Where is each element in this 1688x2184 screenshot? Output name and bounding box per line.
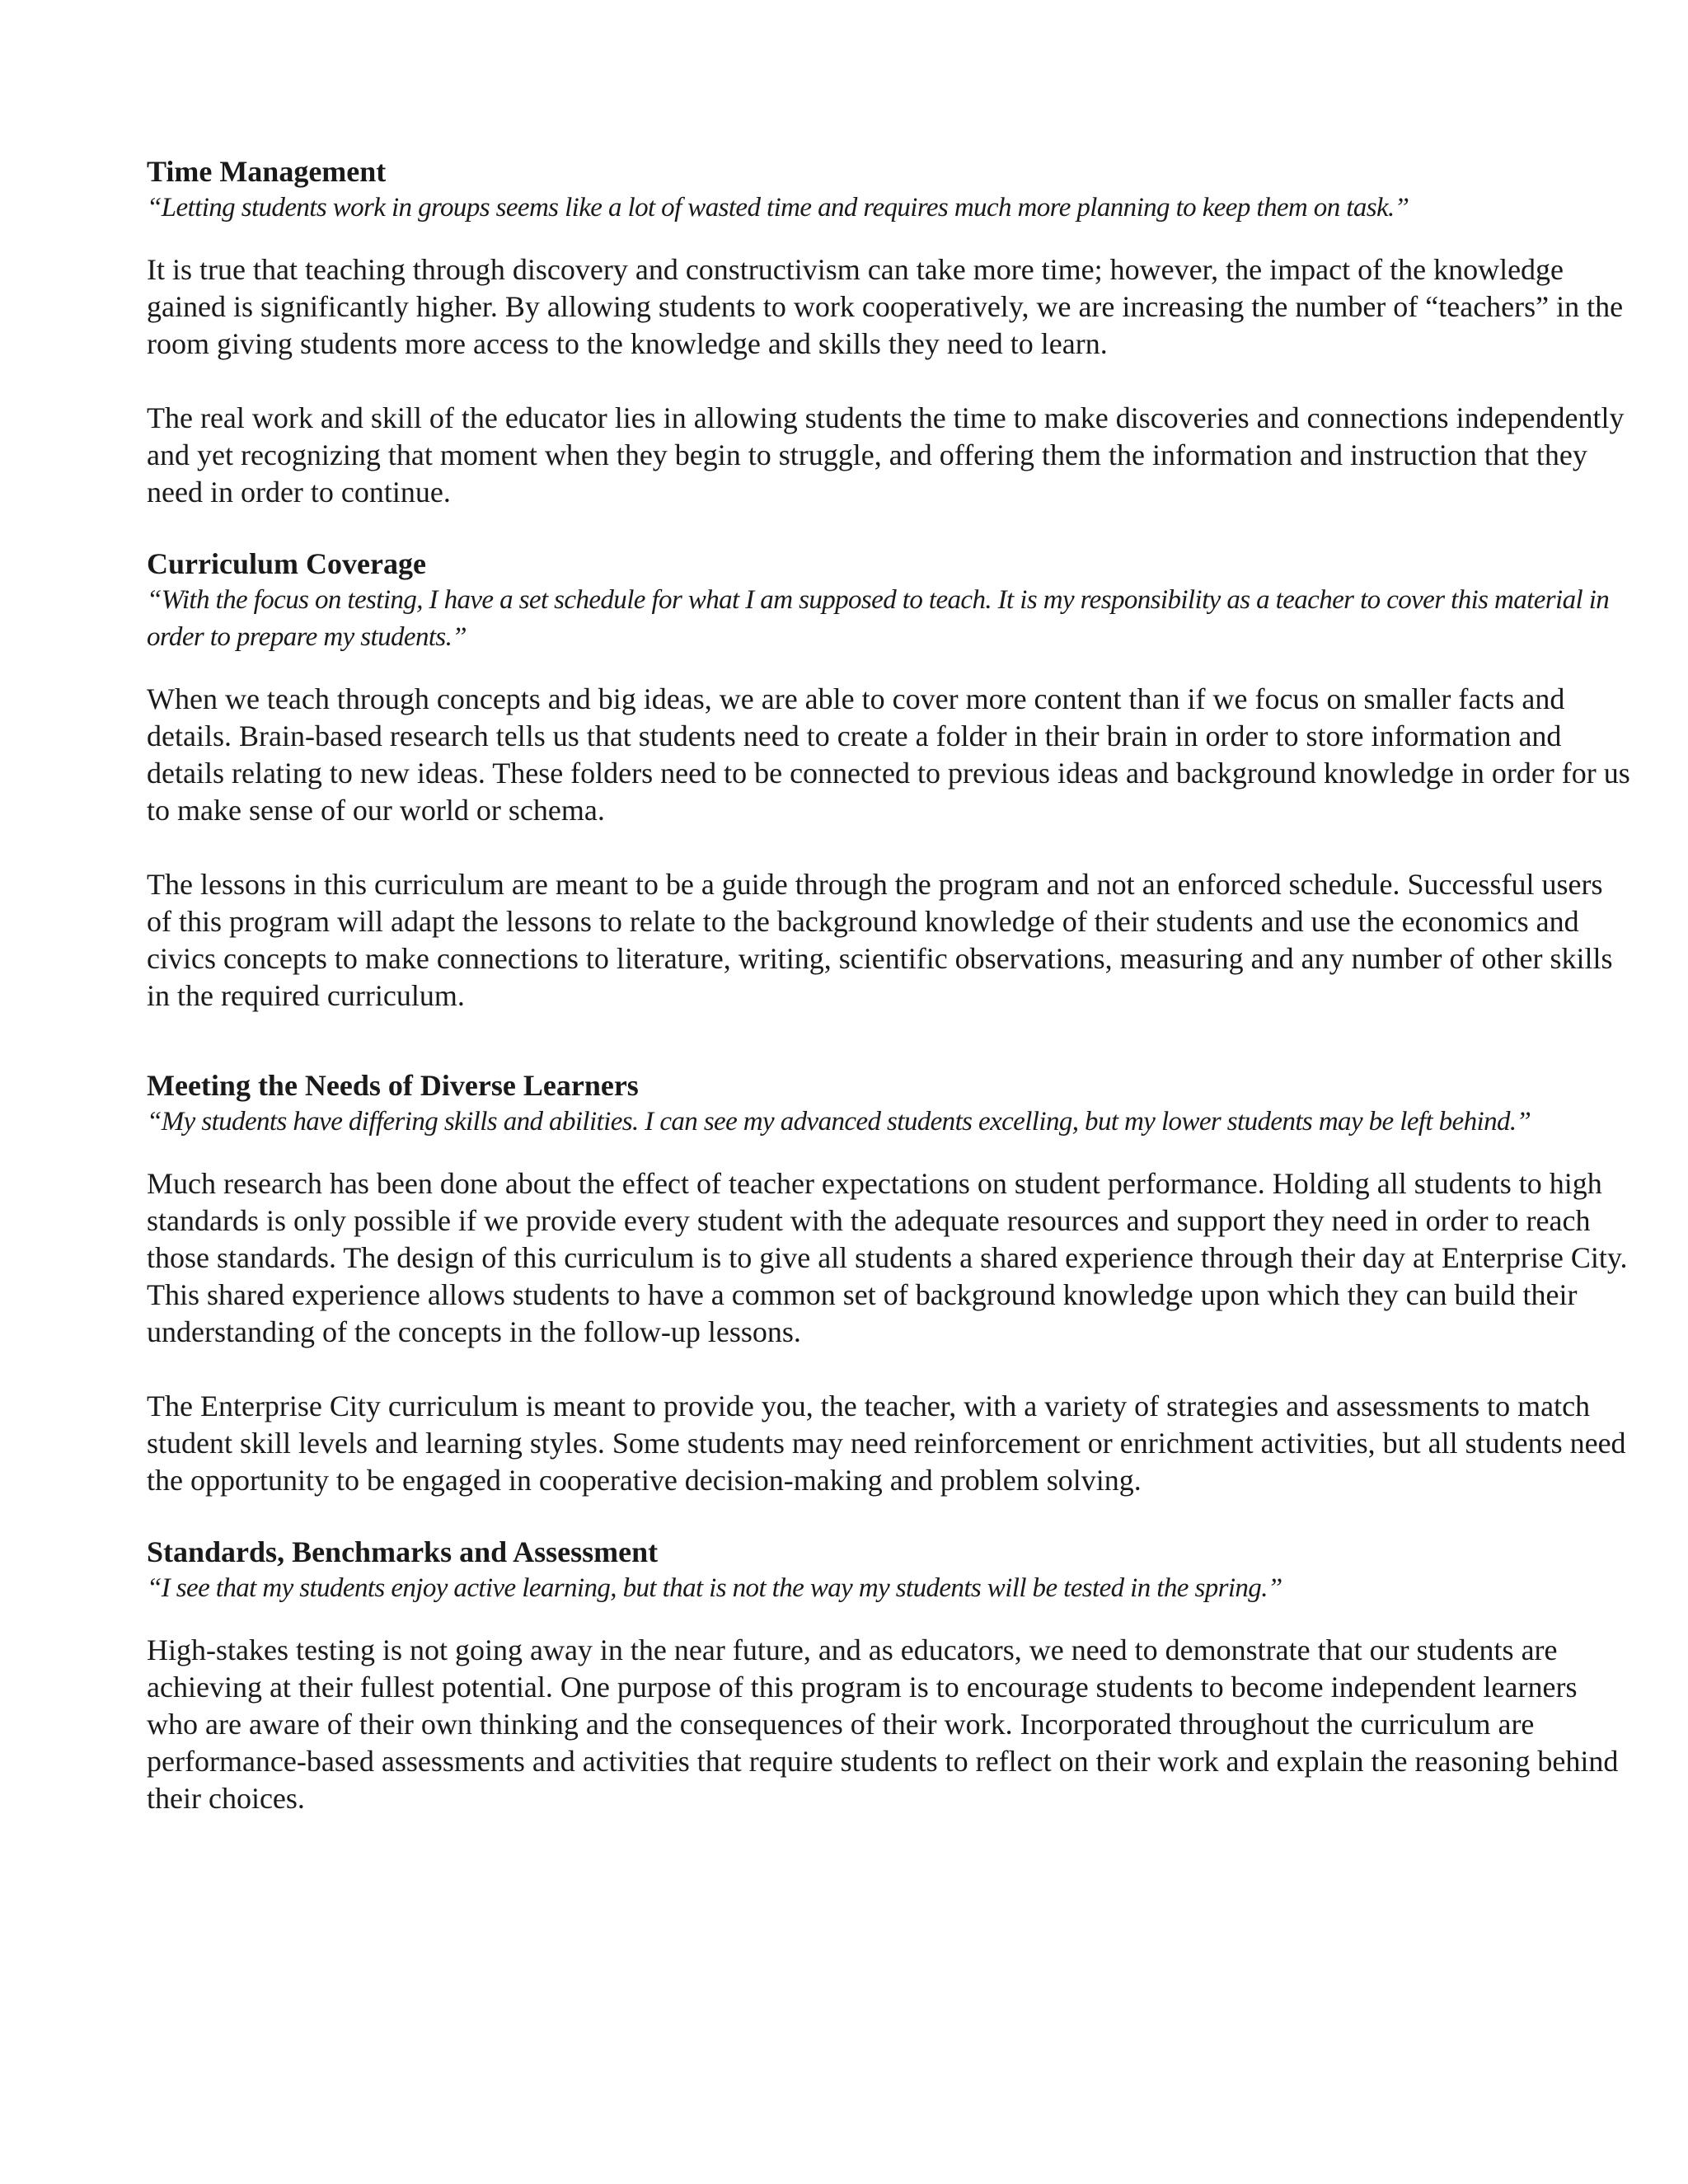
section-diverse-learners xyxy=(147,1067,1630,1499)
body-paragraph: The Enterprise City curriculum is meant to provide you, the teacher, with a variety of strategies and assessments to match student skill levels and learning styles. Some students may need reinforcement or enrichment activities, but all students need the opportunity to be engaged in cooperative decision-making and problem solving. xyxy=(147,1390,1626,1497)
section-heading: Standards, Benchmarks and Assessment xyxy=(147,1535,659,1568)
body-paragraph: Much research has been done about the effect of teacher expectations on student performance. Holding all students to high standards is only possible if we provide every student with the adequate resources and support they need in order to reach those standards. The design of this curriculum is to give all students a shared experience through their day at Enterprise City. This shared experience allows students to have a common set of background knowledge upon which they can build their understanding of the concepts in the follow-up lessons. xyxy=(147,1167,1628,1348)
section-heading: Curriculum Coverage xyxy=(147,547,426,580)
section-heading: Meeting the Needs of Diverse Learners xyxy=(147,1069,639,1102)
body-paragraph: The real work and skill of the educator lies in allowing students the time to make discoveries and connections independently and yet recognizing that moment when they begin to struggle, and offering them the information and instruction that they need in order to continue. xyxy=(147,401,1625,509)
body-paragraph: When we teach through concepts and big ideas, we are able to cover more content than if we focus on smaller facts and details. Brain-based research tells us that students need to create a folder in their brain in order to store information and details relating to new ideas. These folders need to be connected to previous ideas and background knowledge in order for us to make sense of our world or schema. xyxy=(147,682,1630,827)
body-paragraph: The lessons in this curriculum are meant to be a guide through the program and not an enforced schedule. Successful users of this program will adapt the lessons to relate to the background knowledge of their students and use the economics and civics concepts to make connections to literature, writing, scientific observations, measuring and any number of other skills in the required curriculum. xyxy=(147,868,1613,1012)
section-quote: “My students have differing skills and abilities. I can see my advanced students excelling, but my lower students may be left behind.” xyxy=(147,1107,1531,1137)
section-time-management xyxy=(147,153,1630,511)
document-page xyxy=(147,153,1630,1817)
body-paragraph: It is true that teaching through discovery and constructivism can take more time; however, the impact of the knowledge gained is significantly higher. By allowing students to work cooperatively, we are increasing the number of “teachers” in the room giving students more access to the knowledge and skills they need to learn. xyxy=(147,253,1624,360)
section-quote: “Letting students work in groups seems like a lot of wasted time and requires much more planning to keep them on task.” xyxy=(147,193,1409,223)
section-quote: “I see that my students enjoy active learning, but that is not the way my students will be tested in the spring.” xyxy=(147,1573,1282,1603)
section-heading: Time Management xyxy=(147,155,387,188)
section-quote: “With the focus on testing, I have a set schedule for what I am supposed to teach. It is my responsibility as a teacher to cover this material in order to prepare my students.” xyxy=(147,585,1610,652)
body-paragraph: High-stakes testing is not going away in the near future, and as educators, we need to demonstrate that our students are achieving at their fullest potential. One purpose of this program is to encourage students to become independent learners who are aware of their own thinking and the consequences of their work. Incorporated throughout the curriculum are performance-based assessments and activities that require students to reflect on their work and explain the reasoning behind their choices. xyxy=(147,1633,1619,1815)
section-standards-assessment xyxy=(147,1534,1630,1817)
section-curriculum-coverage xyxy=(147,546,1630,1015)
